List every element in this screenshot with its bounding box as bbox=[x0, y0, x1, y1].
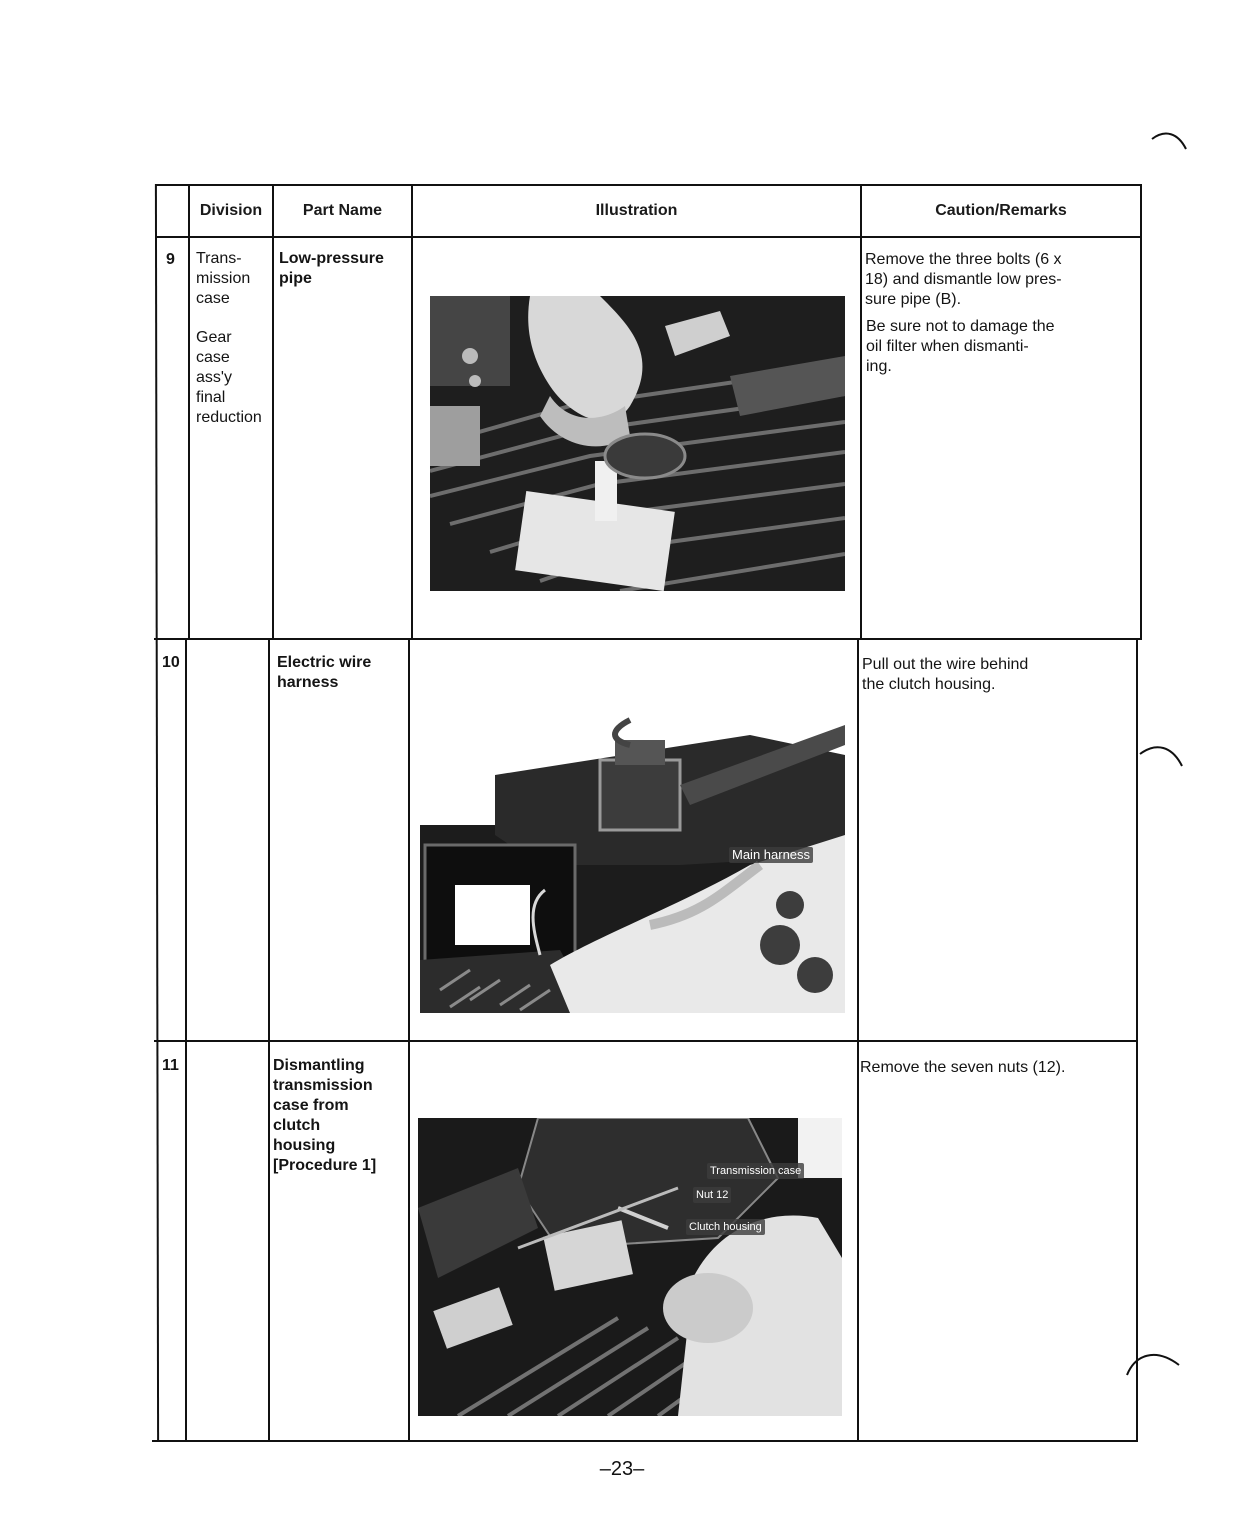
division-cell-extra: Gear case ass'y final reduction bbox=[196, 329, 262, 426]
illustration-photo-transmission-case bbox=[418, 1118, 842, 1416]
row-number: 10 bbox=[162, 654, 180, 671]
binder-hole-mark bbox=[1150, 125, 1190, 155]
binder-hole-mark bbox=[1138, 740, 1188, 780]
row-number: 11 bbox=[162, 1057, 179, 1074]
binder-hole-mark bbox=[1125, 1345, 1185, 1395]
photo-callout-label: Main harness bbox=[729, 847, 813, 863]
remarks-cell: Pull out the wire behind the clutch housing. bbox=[862, 656, 1029, 693]
part-name-cell: Electric wire harness bbox=[277, 654, 372, 691]
row-number: 9 bbox=[166, 251, 175, 268]
header-part-name: Part Name bbox=[302, 202, 383, 219]
page-number: –23– bbox=[599, 1458, 645, 1480]
photo-callout-label: Transmission case bbox=[707, 1163, 804, 1179]
part-name-cell: Low-pressure pipe bbox=[279, 250, 384, 287]
photo-low-pressure-pipe-image bbox=[430, 296, 845, 591]
part-name-cell: Dismantling transmission case from clutch housing [Procedure 1] bbox=[273, 1057, 377, 1174]
photo-callout-label: Nut 12 bbox=[693, 1187, 731, 1203]
remarks-cell-caution: Be sure not to damage the oil filter when dismanti- ing. bbox=[866, 318, 1055, 375]
illustration-photo-electric-wire-harness bbox=[420, 715, 845, 1013]
header-division: Division bbox=[199, 202, 263, 219]
header-illustration: Illustration bbox=[595, 202, 678, 219]
illustration-photo-low-pressure-pipe bbox=[430, 296, 845, 591]
photo-callout-label: Clutch housing bbox=[686, 1219, 765, 1235]
header-caution-remarks: Caution/Remarks bbox=[935, 202, 1067, 219]
remarks-cell: Remove the three bolts (6 x 18) and dismantle low pres- sure pipe (B). bbox=[865, 251, 1062, 308]
remarks-cell: Remove the seven nuts (12). bbox=[860, 1059, 1066, 1076]
photo-electric-wire-harness-image bbox=[420, 715, 845, 1013]
division-cell: Trans- mission case bbox=[196, 250, 251, 307]
